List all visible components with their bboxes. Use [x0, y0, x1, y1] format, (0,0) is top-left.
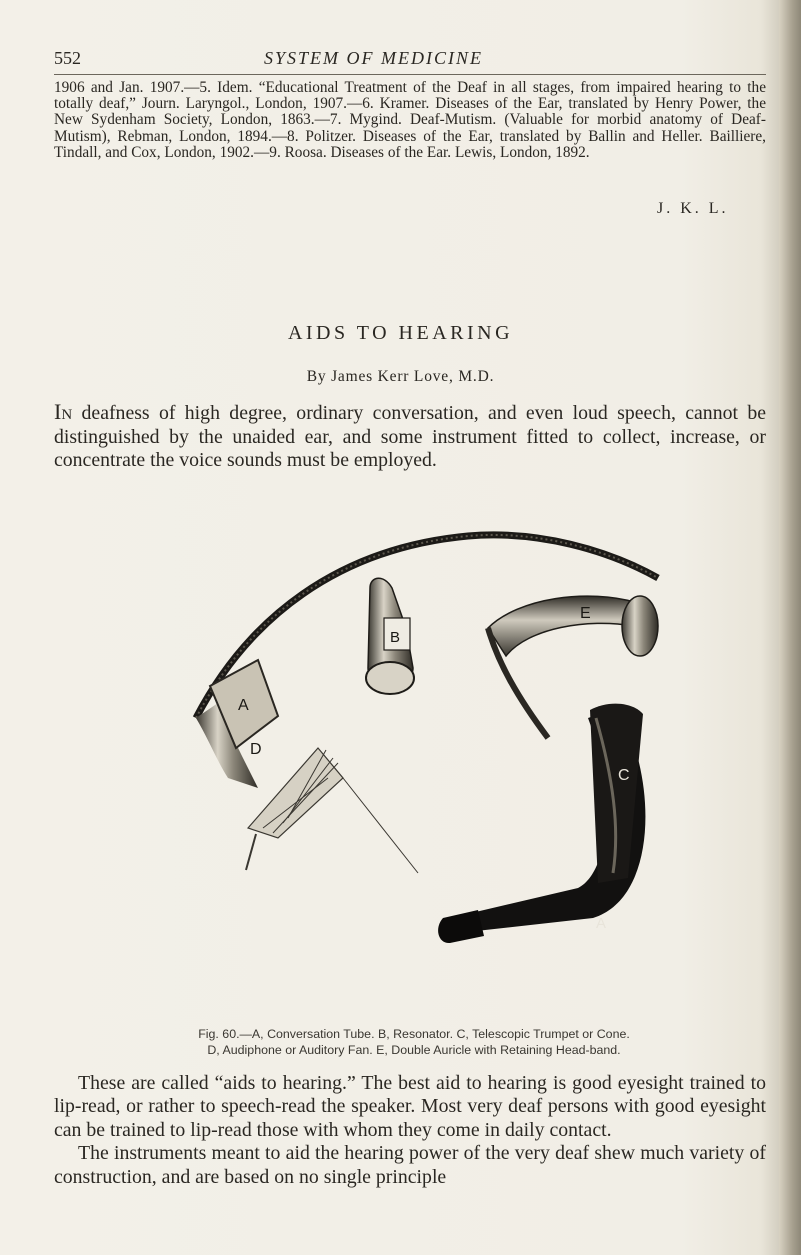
caption-line-1: Fig. 60.—A, Conversation Tube. B, Resonator. C, Telescopic Trumpet or Cone.	[198, 1027, 630, 1041]
figure-illustration	[188, 478, 738, 970]
page-number: 552	[54, 48, 81, 68]
intro-paragraph	[54, 400, 766, 473]
article-title: AIDS TO HEARING	[287, 322, 514, 344]
label-b: B	[390, 629, 401, 646]
audiphone-fan	[246, 741, 418, 873]
article-byline: By James Kerr Love, M.D.	[306, 368, 495, 385]
conversation-tube	[196, 535, 658, 788]
caption-line-2: D, Audiphone or Auditory Fan. E, Double Auricle with Retaining Head-band.	[207, 1043, 621, 1057]
label-e: E	[580, 605, 591, 622]
book-spine-shadow	[779, 0, 801, 1255]
header-rule	[54, 74, 766, 75]
author-initials: J. K. L.	[657, 200, 729, 217]
body-text	[54, 1072, 766, 1189]
running-head: SYSTEM OF MEDICINE	[264, 48, 483, 68]
figure-caption	[74, 1026, 754, 1058]
telescopic-trumpet	[438, 704, 645, 943]
bibliography-text: 1906 and Jan. 1907.—5. Idem. “Educational Treatment of the Deaf in all stages, from impaired hearing to the totally deaf,” Journ. Laryngol., London, 1907.—6. Kramer. Diseases of the Ear, translated by Henry Power, the New Sydenham Society, London, 1863.—7. Mygind. Deaf-Mutism. (Valuable for morbid anatomy of Deaf-Mutism), Rebman, London, 1894.—8. Politzer. Diseases of the Ear, translated by Ballin and Heller. Bailliere, Tindall, and Cox, London, 1902.—9. Roosa. Diseases of the Ear. Lewis, London, 1892.	[54, 79, 766, 161]
label-d: D	[250, 741, 262, 758]
label-a-tube: A	[238, 697, 249, 714]
intro-text: deafness of high degree, ordinary conversation, and even loud speech, cannot be distinguished by the unaided ear, and some instrument fitted to collect, increase, or concentrate the voice sounds must be employed.	[54, 402, 766, 472]
label-a-trumpet: A	[596, 915, 607, 932]
resonator	[366, 578, 414, 694]
intro-dropcap: In	[54, 399, 73, 424]
label-c: C	[618, 767, 630, 784]
page-header	[54, 44, 754, 74]
figure-hearing-aids	[188, 478, 738, 970]
body-paragraph-1: These are called “aids to hearing.” The best aid to hearing is good eyesight trained to lip-read, or rather to speech-read the speaker. Most very deaf persons with good eyesight can be trained to lip-read those with whom they come in daily contact.	[54, 1072, 766, 1141]
body-paragraph-2: The instruments meant to aid the hearing power of the very deaf shew much variety of construction, and are based on no single principle	[54, 1142, 766, 1188]
